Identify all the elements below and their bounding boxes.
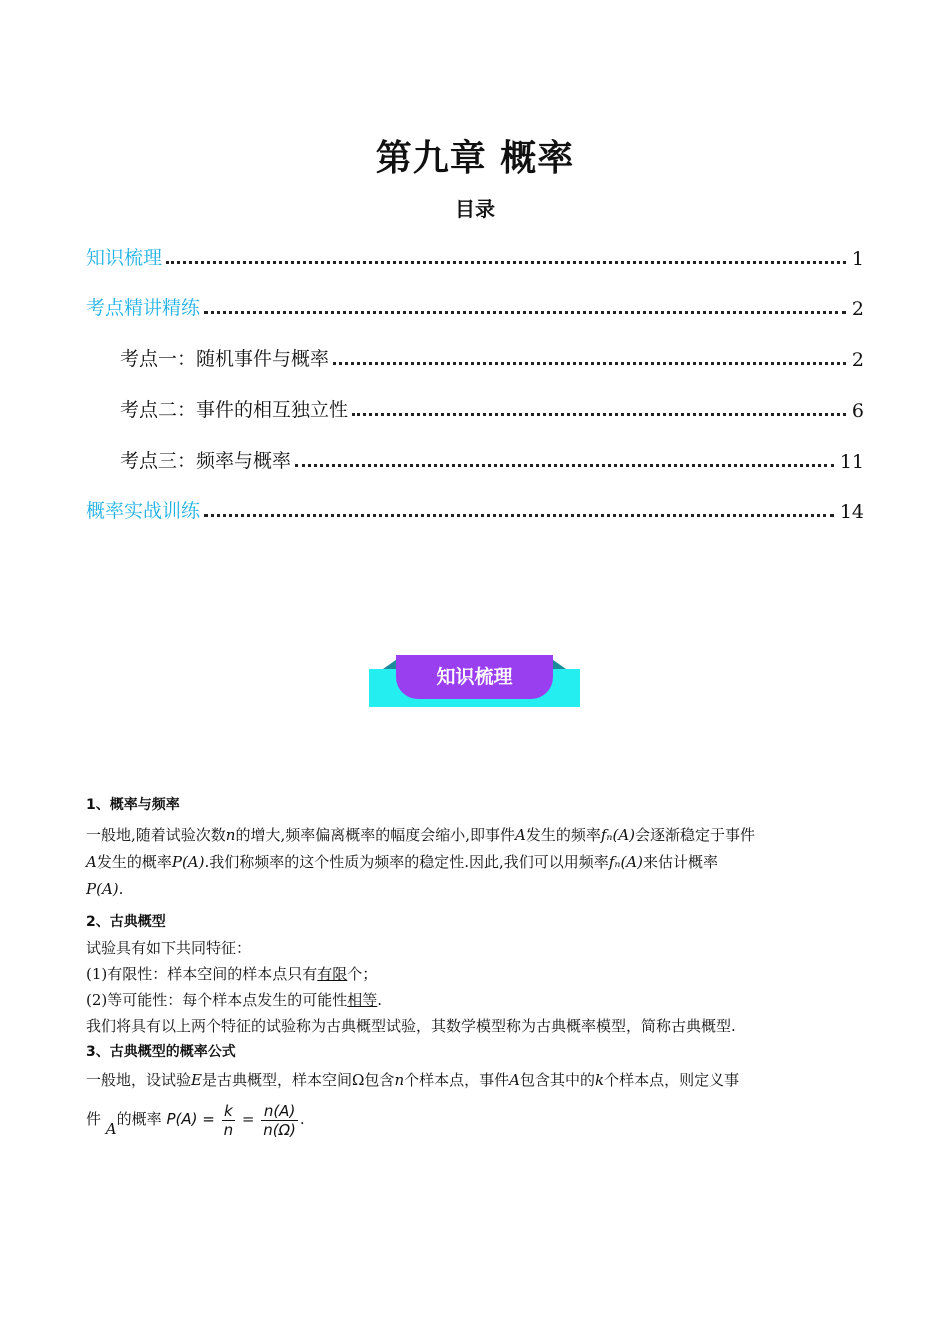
- toc-page-number: 1: [851, 248, 864, 270]
- math-var: A: [86, 853, 97, 871]
- paragraph: [86, 961, 864, 987]
- paragraph: [86, 1065, 864, 1095]
- paragraph: 我们将具有以上两个特征的试验称为古典概型试验，其数学模型称为古典概率模型，简称古典概型.: [86, 1017, 736, 1035]
- math-var: k: [594, 1071, 605, 1089]
- toc-entry-label: 考点精讲精练: [86, 297, 201, 319]
- toc-entry-label: 考点三：频率与概率: [120, 450, 292, 472]
- text-run: 个；: [347, 965, 378, 983]
- toc-entry-key-points[interactable]: [86, 290, 864, 320]
- content-body: [86, 792, 864, 1139]
- text-run: 发生的概率: [96, 853, 172, 871]
- paragraph: [86, 1099, 864, 1139]
- toc-entry-point-2[interactable]: [120, 392, 864, 422]
- text-run: 一般地,随着试验次数: [86, 826, 226, 844]
- math-var: A: [515, 826, 526, 844]
- toc-heading: 目录: [455, 197, 495, 221]
- toc-page-number: 11: [839, 451, 864, 473]
- toc-leader-dots: [295, 464, 834, 467]
- toc-entry-label: 考点二：事件的相互独立性: [120, 399, 349, 421]
- text-run: 包含其中的: [519, 1071, 595, 1089]
- toc-entry-point-1[interactable]: [120, 341, 864, 371]
- math-var: A: [105, 1120, 117, 1138]
- toc-page-number: 2: [851, 349, 864, 371]
- text-run: 个样本点，则定义事: [604, 1071, 740, 1089]
- text-run: 一般地，设试验: [86, 1071, 192, 1089]
- toc-page-number: 14: [839, 501, 864, 523]
- underlined-term: 有限: [317, 965, 348, 983]
- toc-entry-label: 考点一：随机事件与概率: [120, 348, 330, 370]
- text-run: 的增大,频率偏离概率的幅度会缩小,即事件: [235, 826, 515, 844]
- math-expr: fₙ(A): [608, 853, 643, 871]
- fraction-k-over-n: [222, 1102, 236, 1139]
- text-run: 包含: [364, 1071, 395, 1089]
- section-banner: [369, 655, 580, 708]
- fraction-nA-over-nOmega: [261, 1102, 298, 1139]
- equals-sign: =: [241, 1110, 255, 1128]
- text-run: 会逐渐稳定于事件: [635, 826, 756, 844]
- toc-page-number: 6: [851, 400, 864, 422]
- section-heading: 3、古典概型的概率公式: [86, 1044, 236, 1060]
- underlined-term: 相等: [347, 991, 378, 1009]
- text-run: (1)有限性：样本空间的样本点只有: [86, 965, 318, 983]
- math-var: E: [191, 1071, 202, 1089]
- banner-label: 知识梳理: [396, 655, 553, 699]
- formula-lhs: P(A) =: [166, 1110, 215, 1128]
- fraction-denominator: n(Ω): [263, 1120, 296, 1139]
- math-var: n: [225, 826, 236, 844]
- toc-entry-knowledge[interactable]: [86, 240, 864, 270]
- math-expr: P(A): [171, 853, 205, 871]
- section-heading: 1、概率与频率: [86, 797, 180, 813]
- toc-leader-dots: [166, 261, 846, 264]
- math-expr: P(A): [86, 880, 119, 898]
- text-run: 是古典概型，样本空间: [201, 1071, 352, 1089]
- math-var: A: [509, 1071, 520, 1089]
- toc-leader-dots: [204, 311, 846, 314]
- paragraph: [86, 822, 864, 903]
- text-run: 件: [86, 1110, 102, 1128]
- paragraph: [86, 987, 864, 1013]
- text-run: 个样本点，事件: [404, 1071, 510, 1089]
- page-title: 第九章 概率: [375, 138, 575, 179]
- toc-leader-dots: [333, 362, 846, 365]
- text-run: 来估计概率: [642, 853, 718, 871]
- toc-entry-practice[interactable]: [86, 493, 864, 523]
- toc-entry-label: 概率实战训练: [86, 500, 201, 522]
- fraction-numerator: k: [222, 1102, 236, 1121]
- fraction-numerator: n(A): [261, 1102, 298, 1121]
- text-run: .我们称频率的这个性质为频率的稳定性.因此,我们可以用频率: [204, 853, 609, 871]
- text-run: .: [118, 880, 124, 898]
- toc-leader-dots: [204, 514, 834, 517]
- math-expr: fₙ(A): [600, 826, 636, 844]
- text-run: (2)等可能性：每个样本点发生的可能性: [86, 991, 348, 1009]
- math-var: n: [394, 1071, 405, 1089]
- text-run: 的概率: [116, 1110, 162, 1128]
- toc-leader-dots: [352, 413, 846, 416]
- text-run: 发生的频率: [525, 826, 601, 844]
- paragraph: 试验具有如下共同特征：: [86, 939, 252, 957]
- toc-entry-label: 知识梳理: [86, 247, 163, 269]
- math-var: Ω: [351, 1071, 365, 1089]
- text-run: .: [299, 1110, 305, 1128]
- section-heading: 2、古典概型: [86, 914, 166, 930]
- toc-entry-point-3[interactable]: [120, 443, 864, 473]
- toc-page-number: 2: [851, 298, 864, 320]
- fraction-denominator: n: [223, 1120, 234, 1139]
- text-run: .: [377, 991, 383, 1009]
